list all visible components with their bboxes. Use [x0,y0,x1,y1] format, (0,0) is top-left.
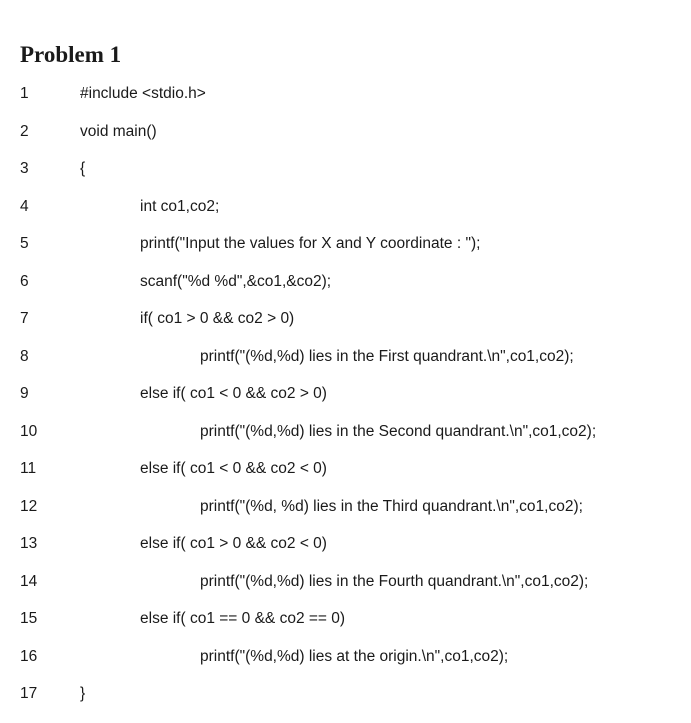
code-listing [0,74,691,712]
code-line [0,562,691,600]
code-text: printf("(%d,%d) lies in the Second quandrant.\n",co1,co2); [200,422,597,440]
code-text: int co1,co2; [140,197,220,215]
code-line [0,487,691,525]
code-text: void main() [80,122,157,140]
code-line [0,262,691,300]
line-number: 3 [20,160,29,177]
code-text: if( co1 > 0 && co2 > 0) [140,310,295,327]
line-number: 14 [20,572,38,590]
code-text: #include <stdio.h> [80,85,206,102]
line-number: 12 [20,497,38,515]
code-text: printf("Input the values for X and Y coordinate : "); [140,235,481,252]
code-text: else if( co1 > 0 && co2 < 0) [140,535,327,552]
line-number: 17 [20,685,38,702]
code-line [0,637,691,675]
line-number: 1 [20,85,29,102]
code-line [0,599,691,637]
code-line [0,337,691,375]
line-number: 16 [20,647,38,665]
code-text: else if( co1 == 0 && co2 == 0) [140,610,346,627]
line-number: 11 [20,460,37,477]
code-text: printf("(%d,%d) lies in the Fourth quandrant.\n",co1,co2); [200,572,589,590]
line-number: 9 [20,385,29,402]
code-line [0,449,691,487]
document-title: Problem 1 [20,42,122,67]
code-text: printf("(%d,%d) lies at the origin.\n",co1,co2); [200,647,509,665]
code-text: scanf("%d %d",&co1,&co2); [140,272,332,290]
code-text: printf("(%d,%d) lies in the First quandrant.\n",co1,co2); [200,347,574,365]
line-number: 8 [20,347,29,365]
line-number: 4 [20,197,29,215]
code-text: } [80,685,86,702]
code-line [0,187,691,225]
line-number: 6 [20,272,29,290]
code-line [0,674,691,712]
line-number: 5 [20,235,29,252]
code-line [0,524,691,562]
code-line [0,374,691,412]
code-text: else if( co1 < 0 && co2 < 0) [140,460,327,477]
line-number: 15 [20,610,38,627]
code-line [0,74,691,112]
code-line [0,112,691,150]
line-number: 13 [20,535,38,552]
code-text: else if( co1 < 0 && co2 > 0) [140,385,327,402]
line-number: 2 [20,122,29,140]
code-line [0,149,691,187]
line-number: 7 [20,310,29,327]
code-line [0,299,691,337]
code-line [0,412,691,450]
line-number: 10 [20,422,38,440]
code-line [0,224,691,262]
code-text: printf("(%d, %d) lies in the Third quandrant.\n",co1,co2); [200,497,583,515]
code-text: { [80,160,86,177]
